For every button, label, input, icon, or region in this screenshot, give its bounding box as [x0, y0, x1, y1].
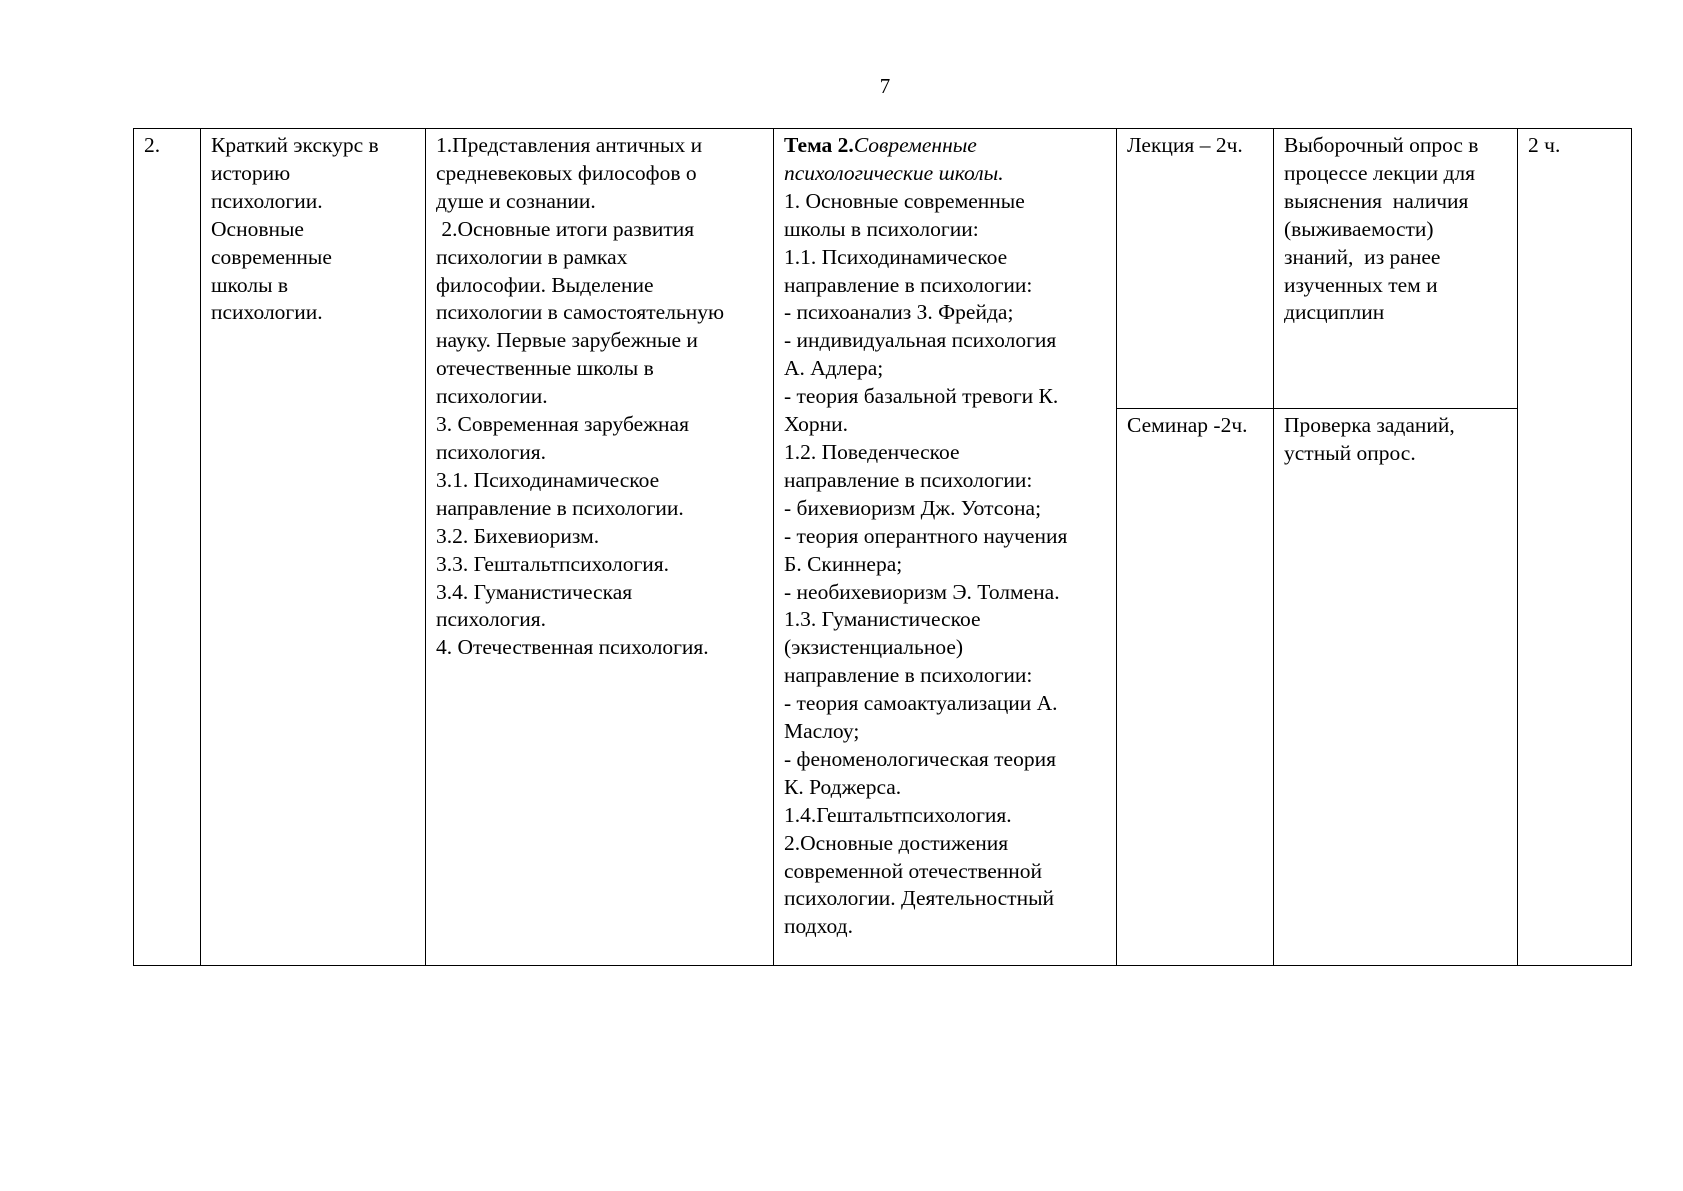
topic-line: К. Роджерса.: [784, 774, 902, 799]
lecture-control-line: (выживаемости): [1284, 216, 1434, 241]
seminar-control-line: Проверка заданий,: [1284, 413, 1455, 437]
hours-cell: [1518, 129, 1632, 966]
topic-line: 1.1. Психодинамическое: [784, 244, 1008, 269]
section-title-line: Основные: [211, 216, 304, 241]
content-line: душе и сознании.: [436, 188, 596, 213]
table-row: [134, 129, 1632, 409]
topic-line: - теория самоактуализации А.: [784, 691, 1058, 716]
topic-line: 1. Основные современные: [784, 188, 1025, 213]
content-line: науку. Первые зарубежные и: [436, 328, 698, 353]
content-line: 3.4. Гуманистическая: [436, 579, 633, 604]
topic-line: - необихевиоризм Э. Толмена.: [784, 579, 1060, 604]
content-line: 3.2. Бихевиоризм.: [436, 523, 600, 548]
row-number-cell: [134, 129, 201, 966]
topic-line: 1.2. Поведенческое: [784, 439, 960, 464]
hours-value: 2 ч.: [1528, 133, 1561, 157]
content-line: психология.: [436, 607, 547, 632]
content-line: 4. Отечественная психология.: [436, 635, 709, 660]
topic-line: Маслоу;: [784, 719, 860, 744]
topic-line: современной отечественной: [784, 858, 1043, 883]
topic-line: - теория оперантного научения: [784, 523, 1068, 548]
content-line: 2.Основные итоги развития: [436, 216, 695, 241]
content-line: отечественные школы в: [436, 356, 654, 381]
section-title-line: историю: [211, 160, 291, 185]
content-line: психологии в самостоятельную: [436, 300, 725, 325]
topic-label: Тема 2.: [784, 133, 854, 157]
topic-line: 2.Основные достижения: [784, 830, 1009, 855]
section-title-cell: [201, 129, 426, 966]
lecture-control-line: знаний, из ранее: [1284, 244, 1441, 269]
topic-line: - индивидуальная психология: [784, 328, 1057, 353]
content-line: направление в психологии.: [436, 495, 684, 520]
topic-title: Современные: [853, 133, 977, 157]
content-line: 3.1. Психодинамическое: [436, 467, 660, 492]
content-line: 1.Представления античных и: [436, 133, 703, 157]
lecture-type-cell: [1117, 129, 1274, 409]
content-line: психология.: [436, 439, 547, 464]
row-number: 2.: [144, 133, 161, 157]
topic-heading: [784, 132, 1106, 160]
topic-line: 1.4.Гештальтпсихология.: [784, 802, 1012, 827]
seminar-type-cell: [1117, 409, 1274, 966]
topic-line: - бихевиоризм Дж. Уотсона;: [784, 495, 1042, 520]
topic-line: - феноменологическая теория: [784, 746, 1056, 771]
curriculum-table: [133, 128, 1632, 966]
lecture-control-line: изученных тем и: [1284, 272, 1438, 297]
content-line: психологии.: [436, 384, 548, 409]
lecture-label: Лекция – 2ч.: [1127, 133, 1243, 157]
topic-line: (экзистенциальное): [784, 635, 964, 660]
seminar-control-line: устный опрос.: [1284, 440, 1416, 465]
topic-cell: [774, 129, 1117, 966]
content-line: философии. Выделение: [436, 272, 654, 297]
lecture-control-cell: [1274, 129, 1518, 409]
section-title-line: современные: [211, 244, 332, 269]
section-title-line: психологии.: [211, 300, 323, 325]
content-line: психологии в рамках: [436, 244, 628, 269]
topic-line: А. Адлера;: [784, 356, 884, 381]
lecture-control-line: процессе лекции для: [1284, 160, 1476, 185]
lecture-control-line: дисциплин: [1284, 300, 1385, 325]
topic-line: Б. Скиннера;: [784, 551, 903, 576]
topic-title-continued: психологические школы.: [784, 160, 1004, 185]
topic-line: направление в психологии:: [784, 663, 1033, 688]
content-line: средневековых философов о: [436, 160, 697, 185]
section-content-cell: [426, 129, 774, 966]
topic-line: - психоанализ З. Фрейда;: [784, 300, 1014, 325]
topic-line: 1.3. Гуманистическое: [784, 607, 981, 632]
section-title-line: школы в: [211, 272, 289, 297]
topic-line: школы в психологии:: [784, 216, 979, 241]
lecture-control-line: выяснения наличия: [1284, 188, 1469, 213]
topic-line: психологии. Деятельностный: [784, 886, 1055, 911]
topic-line: направление в психологии:: [784, 467, 1033, 492]
seminar-label: Семинар -2ч.: [1127, 413, 1248, 437]
section-title-line: Краткий экскурс в: [211, 133, 379, 157]
content-line: 3.3. Гештальтпсихология.: [436, 551, 670, 576]
section-title-line: психологии.: [211, 188, 323, 213]
topic-line: подход.: [784, 914, 853, 939]
page-number: 7: [879, 74, 891, 98]
topic-line: Хорни.: [784, 412, 849, 437]
topic-line: направление в психологии:: [784, 272, 1033, 297]
content-line: 3. Современная зарубежная: [436, 412, 689, 437]
seminar-control-cell: [1274, 409, 1518, 966]
lecture-control-line: Выборочный опрос в: [1284, 133, 1479, 157]
topic-line: - теория базальной тревоги К.: [784, 384, 1059, 409]
